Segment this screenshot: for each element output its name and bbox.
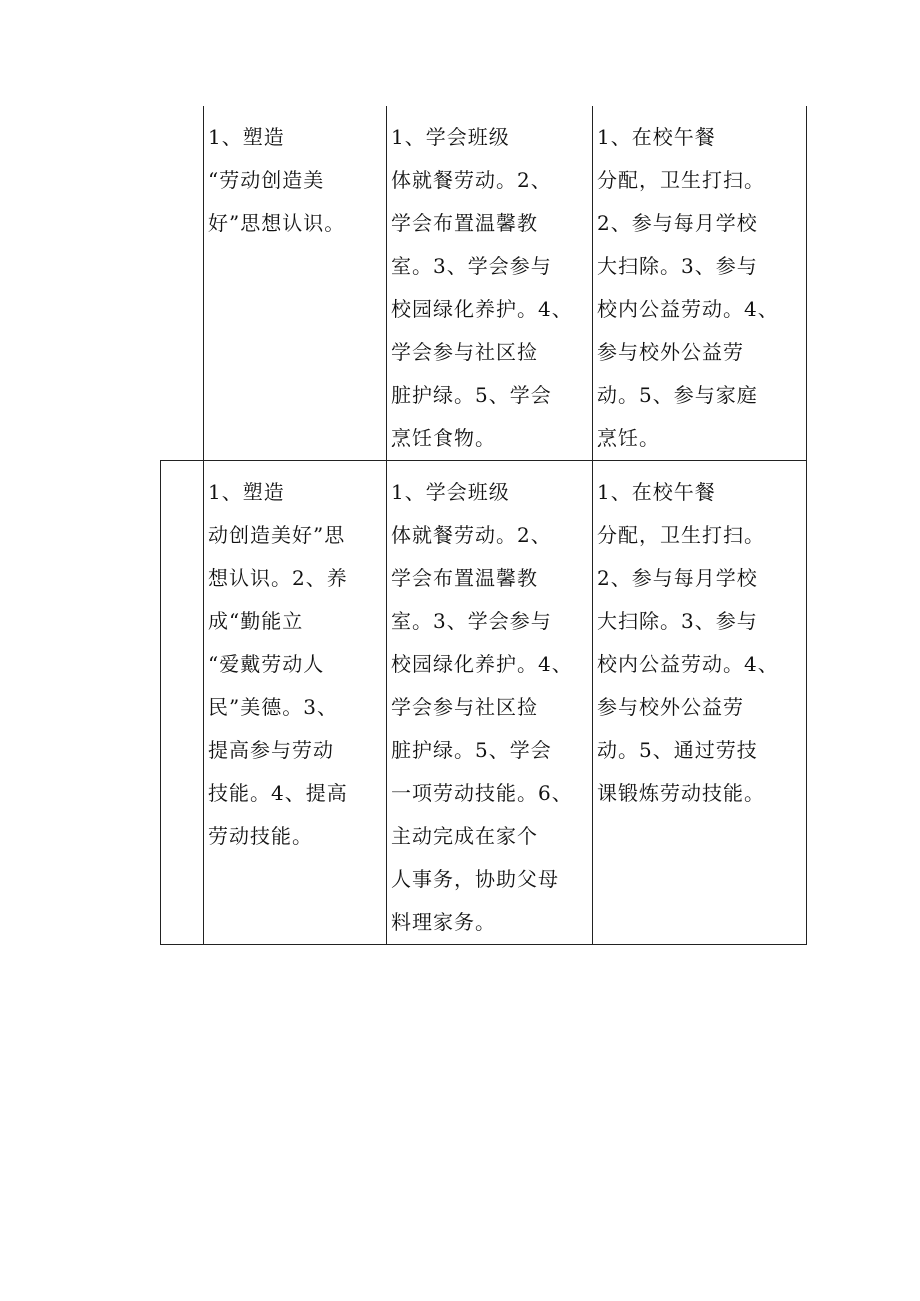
goal-cell — [204, 106, 387, 461]
labor-plan-table — [160, 106, 807, 945]
skills-cell — [387, 461, 593, 945]
skills-cell — [387, 106, 593, 461]
table-row — [161, 106, 807, 461]
table-row — [161, 461, 807, 945]
skills-text: 1、学会班级 体就餐劳动。2、 学会布置温馨教 室。3、学会参与 校园绿化养护。4、 学会参与社区捡 脏护绿。5、学会 烹饪食物。 — [391, 125, 573, 450]
skills-text: 1、学会班级 体就餐劳动。2、 学会布置温馨教 室。3、学会参与 校园绿化养护。4、 学会参与社区捡 脏护绿。5、学会 一项劳动技能。6、 主动完成在家个 人事务，协助父母 料理家务。 — [391, 480, 573, 934]
goal-cell — [204, 461, 387, 945]
row-header-cell — [161, 106, 204, 461]
goal-text: 1、塑造 “劳动创造美 好”思想认识。 — [208, 125, 346, 235]
activities-cell — [593, 106, 807, 461]
activities-text: 1、在校午餐 分配，卫生打扫。 2、参与每月学校 大扫除。3、参与 校内公益劳动。4、 参与校外公益劳 动。5、通过劳技 课锻炼劳动技能。 — [597, 480, 779, 805]
activities-cell — [593, 461, 807, 945]
goal-text: 1、塑造 动创造美好”思 想认识。2、养 成“勤能立 “爱戴劳动人 民”美德。3、 提高参与劳动 技能。4、提高 劳动技能。 — [208, 480, 348, 848]
row-header-cell — [161, 461, 204, 945]
activities-text: 1、在校午餐 分配，卫生打扫。 2、参与每月学校 大扫除。3、参与 校内公益劳动。4、 参与校外公益劳 动。5、参与家庭 烹饪。 — [597, 125, 779, 450]
